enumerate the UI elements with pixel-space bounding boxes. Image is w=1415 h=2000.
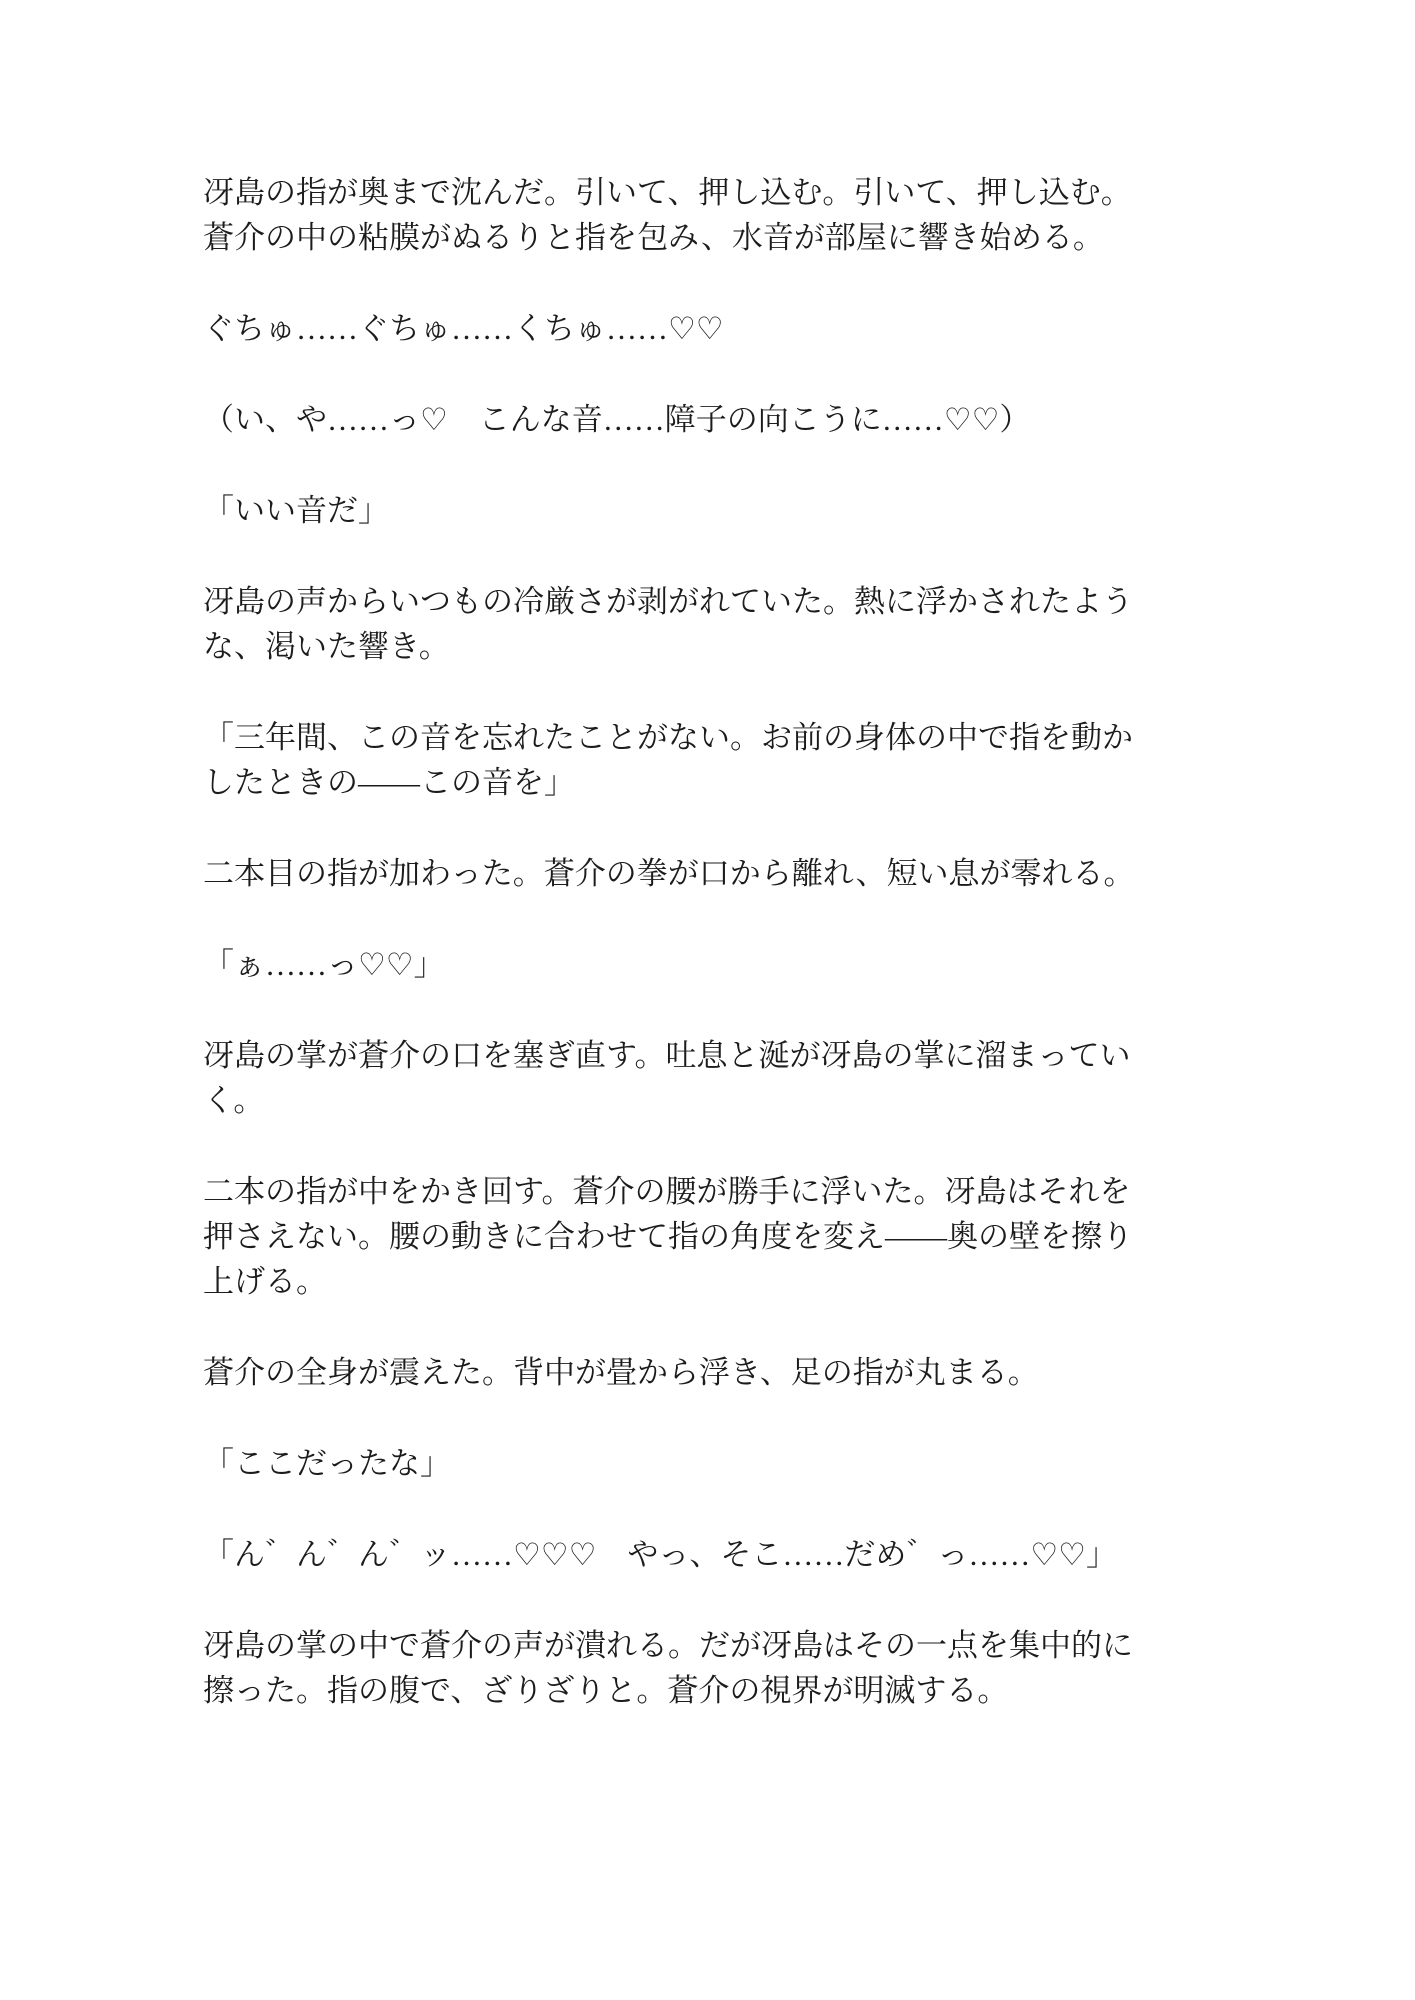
paragraph-sound-effect: ぐちゅ……ぐちゅ……くちゅ……♡♡ (203, 311, 724, 346)
paragraph-dialogue: 「いい音だ」 (203, 493, 389, 528)
paragraph-narration: 冴島の掌が蒼介の口を塞ぎ直す。吐息と涎が冴島の掌に溜まっていく。 (203, 1038, 1131, 1118)
paragraph-narration: 冴島の掌の中で蒼介の声が潰れる。だが冴島はその一点を集中的に擦った。指の腹で、ざりざりと。蒼介の視界が明滅する。 (203, 1628, 1133, 1708)
paragraph-dialogue: 「ん゛ん゛ん゛ッ……♡♡♡ やっ、そこ……だめ゛っ……♡♡」 (203, 1537, 1117, 1572)
paragraph-narration: 冴島の声からいつもの冷厳さが剥がれていた。熱に浮かされたような、渇いた響き。 (203, 584, 1133, 664)
paragraph-narration: 冴島の指が奥まで沈んだ。引いて、押し込む。引いて、押し込む。蒼介の中の粘膜がぬるりと指を包み、水音が部屋に響き始める。 (203, 175, 1132, 255)
paragraph-narration: 二本の指が中をかき回す。蒼介の腰が勝手に浮いた。冴島はそれを押さえない。腰の動きに合わせて指の角度を変え——奥の壁を擦り上げる。 (203, 1174, 1133, 1299)
paragraph-narration: 二本目の指が加わった。蒼介の拳が口から離れ、短い息が零れる。 (203, 856, 1135, 891)
paragraph-inner-monologue: （い、や……っ♡ こんな音……障子の向こうに……♡♡） (203, 402, 1031, 437)
paragraph-dialogue: 「ここだったな」 (203, 1446, 451, 1481)
text-column (203, 170, 1137, 1713)
paragraph-dialogue: 「ぁ……っ♡♡」 (203, 947, 445, 982)
paragraph-dialogue: 「三年間、この音を忘れたことがない。お前の身体の中で指を動かしたときの——この音を」 (203, 720, 1133, 800)
paragraph-narration: 蒼介の全身が震えた。背中が畳から浮き、足の指が丸まる。 (203, 1355, 1039, 1390)
